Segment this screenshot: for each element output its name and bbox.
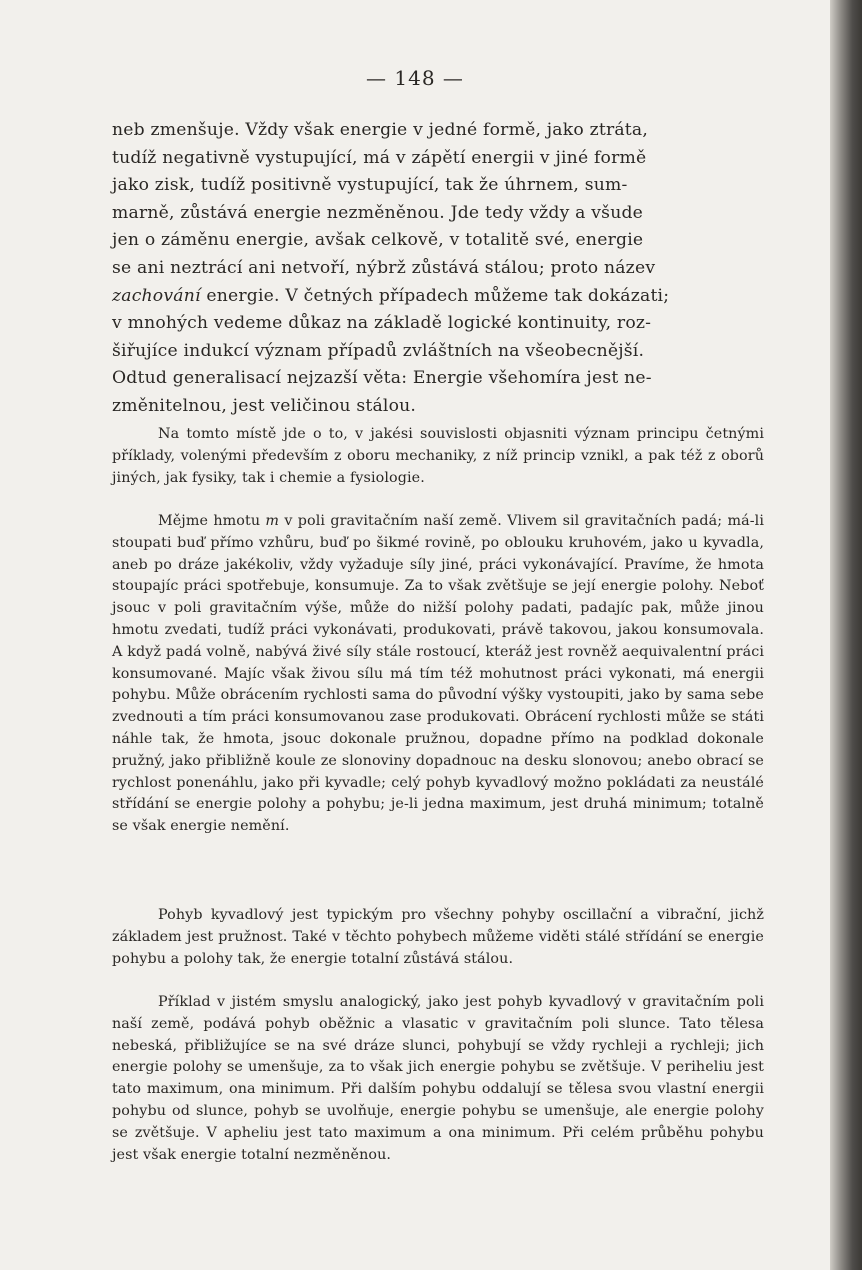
- paragraph-principle-examples: Na tomto místě jde o to, v jakési souvislosti objasniti význam principu četnými příklady, volenými především z oboru mechaniky, z níž princip vznikl, a pak též z oborů jiných, jak fysiky, tak i chemie a fysiologie.: [112, 426, 764, 486]
- page-edge-shadow: [830, 0, 862, 1270]
- page-number: — 148 —: [366, 66, 464, 90]
- text-line: změnitelnou, jest veličinou stálou.: [112, 395, 417, 416]
- text-fragment: Mějme hmotu: [158, 513, 266, 529]
- text-fragment: v poli gravitačním naší země. Vlivem sil gravitačních padá; má-li stoupati buď přímo vzhůru, buď po šikmé rovině, po oblouku kruhovém, jako u kyvadla, aneb po dráze jakékoliv, vždy vyžaduje síly jiné, práci vykonávající. Pravíme, že hmota stoupajíc práci spotřebuje, konsumuje. Za to však zvětšuje se její energie polohy. Neboť jsouc v poli gravitačním výše, může do nižší polohy padati, padajíc pak, může jinou hmotu zvedati, tudíž práci vykonávati, produkovati, právě takovou, jakou konsumovala. A když padá volně, nabývá živé síly stále rostoucí, kteráž jest rovněž aequivalentní práci konsumované. Majíc však živou sílu má tím též mohutnost práci vykonati, má energii pohybu. Může obrácením rychlosti sama do původní výšky vystoupiti, jako by sama sebe zvednouti a tím práci konsumovanou zase produkovati. Obrácení rychlosti může se státi náhle tak, že hmota, jsouc dokonale pružnou, dopadne přímo na podklad dokonale pružný, jako přibližně koule ze slonoviny dopadnouc na desku slonovou; anebo obrací se rychlost ponenáhlu, jako při kyvadle; celý pohyb kyvadlový možno pokládati za neustálé střídání se energie polohy a pohybu; je-li jedna maximum, jest druhá minimum; totalně se však energie nemění.: [112, 513, 765, 835]
- text-line: tudíž negativně vystupující, má v zápětí energii v jiné formě: [112, 147, 647, 168]
- variable-m: m: [265, 513, 280, 529]
- text-line: Odtud generalisací nejzazší věta: Energie všehomíra jest ne-: [112, 368, 652, 389]
- text-fragment: energie. V četných případech můžeme tak dokázati;: [200, 285, 670, 306]
- text-line: jen o záměnu energie, avšak celkově, v totalitě své, energie: [112, 230, 644, 251]
- paragraph-mass-gravity: [112, 511, 764, 838]
- text-line: se ani neztrácí ani netvoří, nýbrž zůstává stálou; proto název: [112, 257, 656, 278]
- text-line: jako zisk, tudíž positivně vystupující, tak že úhrnem, sum-: [112, 175, 628, 196]
- text-line: [112, 283, 764, 311]
- text-line: neb zmenšuje. Vždy však energie v jedné formě, jako ztráta,: [112, 120, 649, 140]
- paragraph-pendulum: Pohyb kyvadlový jest typickým pro všechny pohyby oscillační a vibrační, jichž základem jest pružnost. Také v těchto pohybech můžeme viděti stálé střídání se energie pohybu a polohy tak, že energie totalní zůstává stálou.: [112, 907, 764, 967]
- text-line: v mnohých vedeme důkaz na základě logické kontinuity, roz-: [112, 313, 652, 334]
- text-line: marně, zůstává energie nezměněnou. Jde tedy vždy a všude: [112, 202, 644, 223]
- text-line: šiřujíce indukcí význam případů zvláštních na všeobecnější.: [112, 340, 645, 361]
- paragraph-planets: Příklad v jistém smyslu analogický, jako jest pohyb kyvadlový v gravitačním poli naší země, podává pohyb oběžnic a vlasatic v gravitačním poli slunce. Tato tělesa nebeská, přibližujíce se na své dráze slunci, pohybují se vždy rychleji a rychleji; jich energie polohy se umenšuje, za to však jich energie pohybu se zvětšuje. V periheliu jest tato maximum, ona minimum. Při dalším pohybu oddalují se tělesa svou vlastní energii pohybu od slunce, pohyb se uvolňuje, energie pohybu se umenšuje, ale energie polohy se zvětšuje. V apheliu jest tato maximum a ona minimum. Při celém průběhu pohybu jest však energie totalní nezměněnou.: [112, 994, 764, 1163]
- italic-term: zachování: [112, 285, 201, 306]
- paragraph-energy-conservation: [112, 117, 764, 421]
